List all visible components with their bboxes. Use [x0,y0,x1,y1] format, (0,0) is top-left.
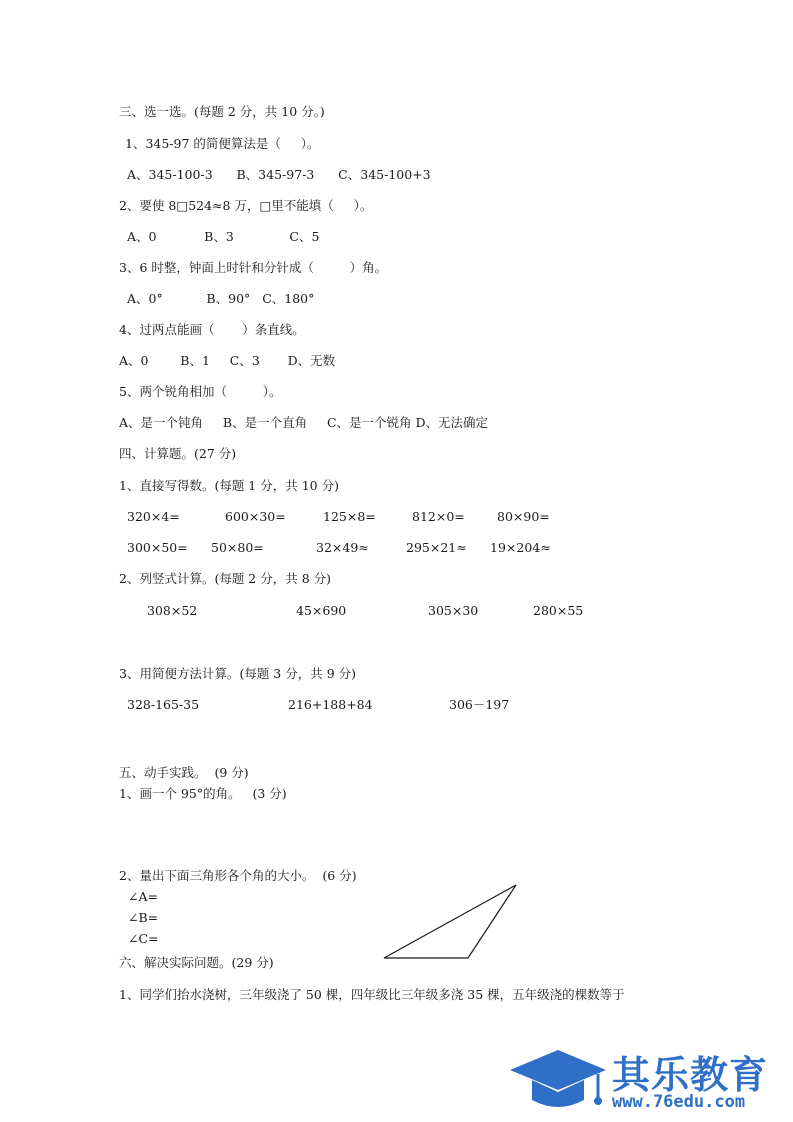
watermark-url: www.76edu.com [612,1092,746,1112]
mental-calc: 50×80= [211,540,264,555]
question-3-2-options: A、0 B、3 C、5 [127,229,320,244]
angle-b-label: ∠B= [128,910,159,925]
vertical-calc: 280×55 [533,603,584,618]
question-3-4: 4、过两点能画（ ）条直线。 [119,322,305,337]
angle-a-label: ∠A= [128,889,158,904]
vertical-calc: 305×30 [428,603,479,618]
section4-sub2: 2、列竖式计算。(每题 2 分，共 8 分) [119,571,332,586]
question-3-3-options: A、0° B、90° C、180° [127,291,315,306]
graduation-cap-icon [508,1044,608,1116]
angle-c-label: ∠C= [128,931,159,946]
simple-calc: 216+188+84 [288,697,373,712]
triangle-figure [380,880,525,965]
mental-calc: 80×90= [497,509,550,524]
question-5-2: 2、量出下面三角形各个角的大小。 (6 分) [119,868,357,883]
triangle-shape [384,885,516,958]
section5-heading: 五、动手实践。 (9 分) [119,765,249,780]
mental-calc: 32×49≈ [316,540,369,555]
section4-sub3: 3、用简便方法计算。(每题 3 分，共 9 分) [119,666,357,681]
mental-calc: 300×50= [127,540,188,555]
mental-calc: 812×0= [412,509,465,524]
question-3-1: 1、345-97 的简便算法是（ ）。 [125,136,320,151]
question-3-2: 2、要使 8□524≈8 万，□里不能填（ ）。 [119,198,373,213]
watermark-name: 其乐教育 [612,1053,769,1097]
section4-heading: 四、计算题。(27 分) [119,446,237,461]
simple-calc: 306－197 [449,697,510,712]
question-3-5-options: A、是一个钝角 B、是一个直角 C、是一个锐角 D、无法确定 [119,415,489,430]
question-3-3: 3、6 时整，钟面上时针和分针成（ ）角。 [119,260,388,275]
question-3-1-options: A、345-100-3 B、345-97-3 C、345-100+3 [127,167,431,182]
question-3-5: 5、两个锐角相加（ ）。 [119,384,282,399]
question-5-1: 1、画一个 95°的角。 (3 分) [119,786,287,801]
mental-calc: 19×204≈ [490,540,551,555]
mental-calc: 295×21≈ [406,540,467,555]
vertical-calc: 45×690 [296,603,347,618]
watermark-logo [508,1044,788,1116]
question-6-1: 1、同学们抬水浇树，三年级浇了 50 棵，四年级比三年级多浇 35 棵，五年级浇的棵数等于 [119,987,625,1002]
vertical-calc: 308×52 [147,603,198,618]
question-3-4-options: A、0 B、1 C、3 D、无数 [119,353,336,368]
mental-calc: 600×30= [225,509,286,524]
mental-calc: 125×8= [323,509,376,524]
mental-calc: 320×4= [127,509,180,524]
section3-heading: 三、选一选。(每题 2 分，共 10 分。) [119,104,325,119]
section6-heading: 六、解决实际问题。(29 分) [119,955,274,970]
section4-sub1: 1、直接写得数。(每题 1 分，共 10 分) [119,478,339,493]
simple-calc: 328-165-35 [127,697,200,712]
